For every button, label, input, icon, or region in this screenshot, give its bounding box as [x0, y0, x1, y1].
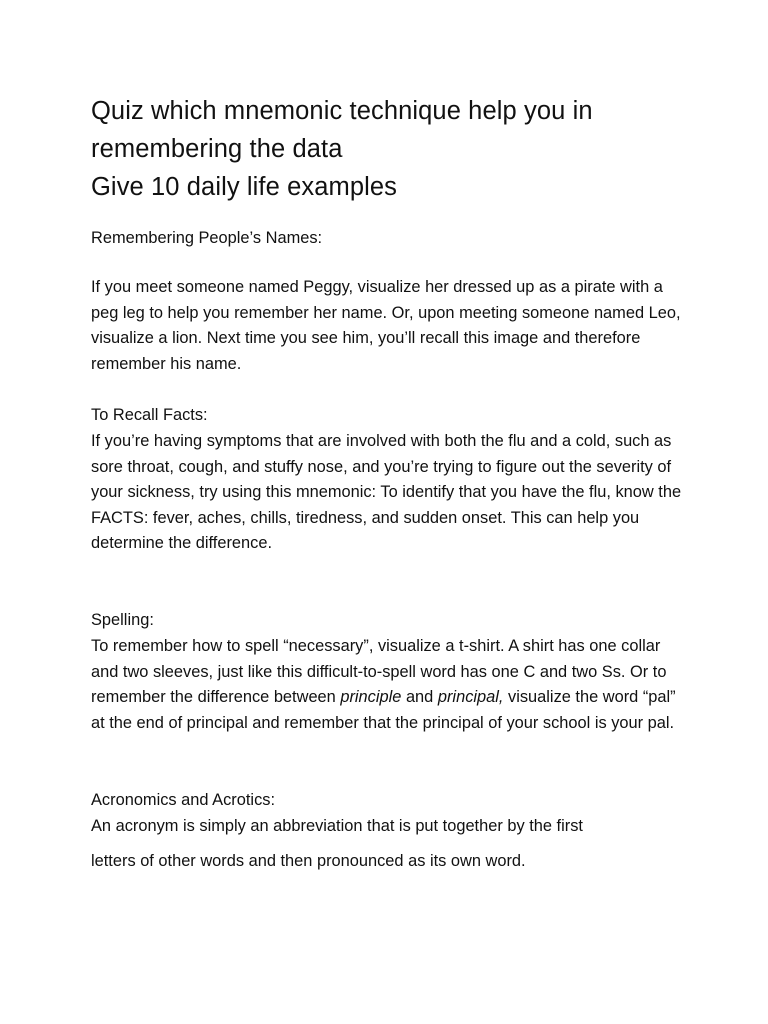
- section-heading-facts: To Recall Facts:: [91, 406, 208, 424]
- document-page: [91, 92, 691, 870]
- spelling-text-1: To remember how to spell “necessary”, visualize a t-shirt. A shirt has one collar and two sleeves, just like this difficult-to-spell word has one C and two Ss. Or to remember the difference between: [91, 637, 667, 707]
- spelling-italic-principal: principal,: [437, 688, 504, 707]
- title-line-3: Give 10 daily life examples: [91, 173, 398, 201]
- section-heading-spelling: Spelling:: [91, 611, 154, 629]
- title-line-1: Quiz which mnemonic technique help you in: [91, 97, 593, 125]
- section-heading-acronyms: Acronomics and Acrotics:: [91, 791, 276, 809]
- page-title: [91, 92, 691, 206]
- section-body-acronyms-line-1: An acronym is simply an abbreviation that is put together by the first: [91, 817, 583, 835]
- section-heading-names: Remembering People’s Names:: [91, 229, 323, 247]
- section-body-spelling: [91, 634, 691, 736]
- section-body-acronyms-line-2: letters of other words and then pronounced as its own word.: [91, 852, 526, 870]
- spelling-italic-principle: principle: [340, 688, 402, 707]
- section-body-names: If you meet someone named Peggy, visualize her dressed up as a pirate with a peg leg to help you remember her name. Or, upon meeting someone named Leo, visualize a lion. Next time you see him, you’ll recall this image and therefore remember his name.: [91, 278, 681, 373]
- spelling-text-2: and: [401, 688, 438, 707]
- title-line-2: remembering the data: [91, 135, 343, 163]
- section-body-facts: If you’re having symptoms that are involved with both the flu and a cold, such as sore throat, cough, and stuffy nose, and you’re trying to figure out the severity of your sickness, try using this mnemonic: To identify that you have the flu, know the FACTS: fever, aches, chills, tiredness, and sudden onset. This can help you determine the difference.: [91, 432, 682, 553]
- spelling-text-3: visualize the word “pal” at the end of principal and remember that the principal of your school is your pal.: [91, 688, 676, 732]
